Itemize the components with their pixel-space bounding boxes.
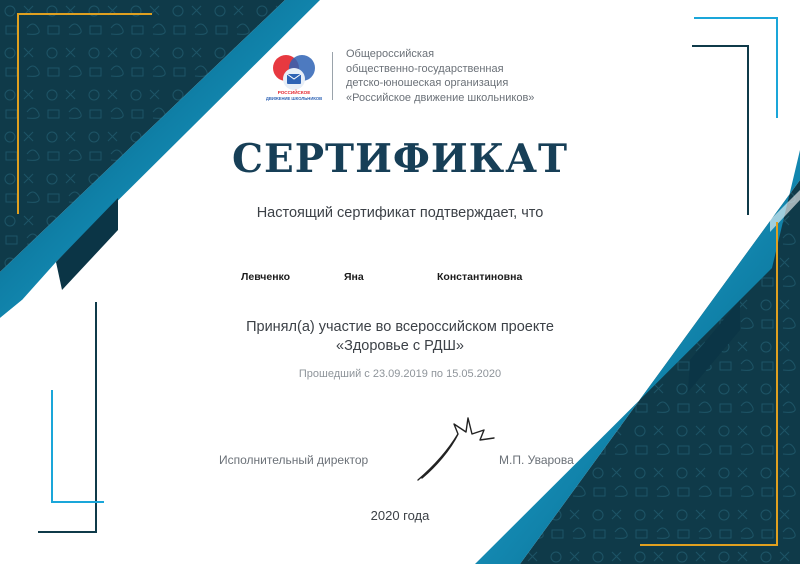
logo-text-line-2: ДВИЖЕНИЕ ШКОЛЬНИКОВ (266, 96, 322, 101)
recipient-patronymic: Константиновна (437, 271, 523, 283)
cyan-frame-top-right (694, 18, 777, 118)
logo-text-line-1: РОССИЙСКОЕ (277, 90, 311, 95)
rdsh-logo (266, 48, 322, 102)
org-line-1: Общероссийская (346, 48, 435, 60)
signatory-name: М.П. Уварова (499, 453, 574, 467)
project-period: Прошедший с 23.09.2019 по 15.05.2020 (298, 368, 502, 380)
recipient-surname: Левченко (241, 271, 291, 283)
certificate-title: СЕРТИФИКАТ (231, 136, 569, 182)
participation-line-1: Принял(а) участие во всероссийском проекте (246, 319, 554, 335)
org-line-3: детско-юношеская организация (346, 77, 509, 89)
recipient-first-name: Яна (344, 271, 364, 283)
certificate-year: 2020 года (370, 508, 430, 523)
confirm-text: Настоящий сертификат подтверждает, что (256, 205, 544, 221)
logo-divider (332, 52, 333, 100)
organization-description (346, 47, 606, 105)
participation-text (0, 318, 800, 356)
navy-frame-top-right (692, 46, 748, 215)
signature-image (410, 410, 502, 484)
project-name: «Здоровье с РДШ» (336, 338, 464, 354)
signatory-position: Исполнительный директор (219, 453, 369, 467)
org-line-4: «Российское движение школьников» (346, 91, 535, 104)
org-line-2: общественно-государственная (346, 62, 504, 75)
